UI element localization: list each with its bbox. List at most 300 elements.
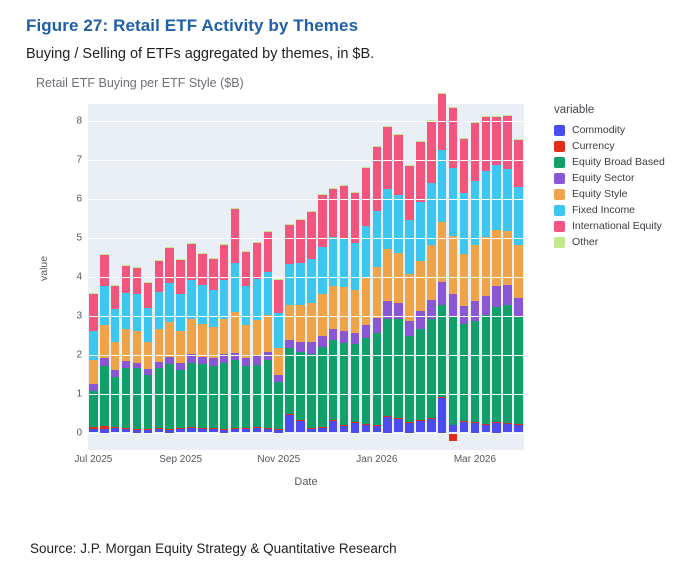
- bar-segment: [89, 384, 98, 391]
- bar-segment: [416, 261, 425, 312]
- y-tick-label: 6: [76, 193, 82, 205]
- x-tick-label: Jul 2025: [74, 454, 113, 465]
- legend-swatch-icon: [554, 157, 565, 168]
- bar-segment: [187, 427, 196, 428]
- bar-segment: [373, 426, 382, 433]
- legend-item-label: Fixed Income: [572, 204, 636, 216]
- bar-segment: [492, 116, 501, 117]
- bar-segment: [329, 329, 338, 341]
- bar-segment: [362, 278, 371, 325]
- bar-segment: [416, 202, 425, 260]
- bar-segment: [373, 267, 382, 318]
- source-note: Source: J.P. Morgan Equity Strategy & Quantitative Research: [30, 541, 397, 556]
- bar-segment: [231, 263, 240, 312]
- bar-segment: [144, 283, 153, 308]
- bar-segment: [351, 423, 360, 433]
- bar-segment: [416, 141, 425, 142]
- chart-container: [18, 96, 673, 496]
- bar-segment: [492, 165, 501, 229]
- bar-segment: [133, 331, 142, 362]
- bar-segment: [438, 282, 447, 305]
- legend-item[interactable]: [554, 156, 691, 168]
- bar-segment: [253, 427, 262, 428]
- gridline: [76, 427, 524, 438]
- bar-segment: [220, 245, 229, 280]
- bar-segment: [274, 382, 283, 429]
- bar-segment: [144, 369, 153, 375]
- bar-segment: [405, 422, 414, 423]
- x-tick-label: Sep 2025: [159, 454, 203, 465]
- bar-segment: [318, 195, 327, 247]
- legend-swatch-icon: [554, 221, 565, 232]
- y-tick-label: 1: [76, 388, 82, 400]
- bar-segment: [329, 286, 338, 329]
- bar-segment: [274, 279, 283, 280]
- bar-segment: [242, 286, 251, 325]
- bar-segment: [133, 363, 142, 369]
- bar-segment: [503, 423, 512, 424]
- bar-segment: [285, 415, 294, 432]
- bar-segment: [318, 336, 327, 347]
- bar-segment: [133, 294, 142, 331]
- bar-segment: [449, 236, 458, 294]
- y-tick-label: 0: [76, 427, 82, 438]
- bar-segment: [405, 274, 414, 321]
- bar-segment: [329, 340, 338, 420]
- legend-items: [554, 124, 691, 248]
- bar-segment: [373, 318, 382, 334]
- bar-segment: [296, 352, 305, 420]
- bar-segment: [482, 117, 491, 171]
- bar-segment: [242, 325, 251, 358]
- bar-segment: [133, 429, 142, 430]
- bar-segment: [340, 238, 349, 287]
- bar-segment: [318, 194, 327, 195]
- legend-item[interactable]: [554, 220, 691, 232]
- bar-segment: [209, 259, 218, 290]
- bar-segment: [242, 366, 251, 428]
- bar-segment: [307, 211, 316, 212]
- bar-segment: [383, 126, 392, 127]
- y-tick-label: 2: [76, 349, 82, 361]
- bar-segment: [264, 428, 273, 429]
- bar-segment: [340, 426, 349, 433]
- y-tick-label: 7: [76, 154, 82, 166]
- bar-segment: [296, 420, 305, 421]
- bar-segment: [503, 424, 512, 433]
- bar-segment: [111, 370, 120, 377]
- bar-segment: [198, 324, 207, 357]
- bar-segment: [242, 428, 251, 429]
- bar-segment: [362, 424, 371, 425]
- bar-segment: [209, 327, 218, 358]
- bar-segment: [438, 397, 447, 398]
- bar-segment: [460, 139, 469, 193]
- bar-segment: [373, 147, 382, 211]
- x-axis-label: Date: [294, 476, 318, 488]
- gridline: [76, 115, 524, 127]
- bar-segment: [471, 423, 480, 433]
- figure-title: Figure 27: Retail ETF Activity by Themes: [26, 16, 359, 35]
- bar-segment: [449, 168, 458, 236]
- bar-segment: [460, 138, 469, 139]
- bar-segment: [405, 321, 414, 337]
- bar-segment: [514, 140, 523, 187]
- gridline: [76, 310, 524, 322]
- bar-segment: [307, 428, 316, 429]
- legend-item[interactable]: [554, 140, 691, 152]
- bar-segment: [264, 315, 273, 352]
- bar-segment: [362, 226, 371, 278]
- bar-segment: [482, 237, 491, 295]
- bar-segment: [471, 301, 480, 320]
- bar-segment: [274, 429, 283, 430]
- legend-swatch-icon: [554, 141, 565, 152]
- bar-segment: [383, 417, 392, 433]
- bar-segment: [144, 429, 153, 430]
- bar-segment: [503, 305, 512, 424]
- legend-item[interactable]: [554, 172, 691, 184]
- bar-segment: [492, 423, 501, 433]
- gridline: [76, 154, 524, 166]
- bar-segment: [285, 224, 294, 225]
- x-tick-label: Nov 2025: [257, 454, 301, 465]
- bar-segment: [111, 377, 120, 428]
- bar-segment: [231, 312, 240, 353]
- bar-segment: [329, 421, 338, 433]
- bar-segment: [111, 286, 120, 309]
- legend-item-label: Other: [572, 236, 599, 248]
- y-axis-label: value: [38, 255, 50, 281]
- bar-segment: [187, 243, 196, 244]
- bar-segment: [285, 340, 294, 349]
- bar-segment: [383, 416, 392, 417]
- bar-segment: [253, 242, 262, 279]
- bar-segment: [89, 293, 98, 294]
- bar-segment: [176, 428, 185, 429]
- bar-segment: [176, 294, 185, 331]
- bar-segment: [100, 254, 109, 255]
- bar-segment: [427, 121, 436, 183]
- legend-swatch-icon: [554, 189, 565, 200]
- bar-segment: [514, 425, 523, 433]
- gridline: [76, 271, 524, 283]
- bar-segment: [296, 342, 305, 352]
- bar-segment: [231, 428, 240, 429]
- legend: [554, 104, 691, 252]
- bar-segment: [460, 193, 469, 253]
- bar-segment: [449, 107, 458, 108]
- bar-segment: [373, 333, 382, 424]
- legend-item-label: Currency: [572, 140, 615, 152]
- bar-segment: [89, 294, 98, 331]
- bar-segment: [242, 251, 251, 252]
- bar-segment: [482, 424, 491, 425]
- bar-segment: [318, 347, 327, 427]
- bar-segment: [514, 245, 523, 297]
- bar-segment: [427, 245, 436, 299]
- bar-segment: [133, 267, 142, 268]
- bar-segment: [394, 134, 403, 194]
- legend-item[interactable]: [554, 236, 691, 248]
- bar-segment: [285, 348, 294, 414]
- bar-segment: [329, 188, 338, 189]
- bar-segment: [165, 357, 174, 365]
- bar-segment: [362, 325, 371, 339]
- bar-segment: [100, 366, 109, 426]
- bar-segment: [198, 285, 207, 324]
- bar-segment: [503, 115, 512, 116]
- bar-segment: [296, 421, 305, 433]
- bar-segment: [482, 315, 491, 424]
- bar-segment: [492, 286, 501, 307]
- bar-segment: [329, 189, 338, 238]
- bar-segment: [460, 421, 469, 422]
- bar-segment: [264, 352, 273, 360]
- plot-area: [76, 104, 524, 450]
- chart-title: Retail ETF Buying per ETF Style ($B): [36, 76, 244, 90]
- bar-segment: [503, 285, 512, 304]
- bar-segment: [405, 336, 414, 422]
- bar-segment: [296, 220, 305, 263]
- bar-segment: [405, 423, 414, 433]
- bar-segment: [340, 186, 349, 238]
- bar-segment: [122, 368, 131, 428]
- bar-segment: [405, 165, 414, 166]
- bar-segment: [383, 127, 392, 189]
- bar-segment: [176, 259, 185, 260]
- bar-segment: [307, 354, 316, 428]
- bar-segment: [460, 254, 469, 306]
- bar-segment: [274, 375, 283, 382]
- figure-subtitle: Buying / Selling of ETFs aggregated by themes, in $B.: [26, 46, 375, 62]
- gridline: [76, 193, 524, 205]
- legend-swatch-icon: [554, 173, 565, 184]
- bar-segment: [242, 358, 251, 366]
- bar-segment: [155, 362, 164, 368]
- bar-segment: [209, 290, 218, 327]
- bar-segment: [296, 305, 305, 342]
- legend-item[interactable]: [554, 188, 691, 200]
- bar-segment: [471, 123, 480, 181]
- bar-segment: [471, 321, 480, 422]
- bar-segment: [155, 428, 164, 429]
- x-tick-label: Mar 2026: [453, 454, 497, 465]
- bar-segment: [253, 365, 262, 427]
- bar-segment: [144, 282, 153, 283]
- bar-segment: [253, 355, 262, 365]
- bar-segment: [394, 253, 403, 304]
- bar-segment: [209, 258, 218, 259]
- bar-segment: [394, 419, 403, 433]
- bar-segment: [351, 422, 360, 423]
- bar-segment: [155, 260, 164, 261]
- bar-segment: [89, 331, 98, 360]
- bar-segment: [100, 325, 109, 358]
- bar-segment: [111, 427, 120, 428]
- bar-segment: [405, 220, 414, 274]
- bar-segment: [220, 244, 229, 245]
- plot-outer: [38, 96, 536, 496]
- bar-segment: [133, 267, 142, 294]
- bar-segment: [285, 264, 294, 305]
- legend-item[interactable]: [554, 204, 691, 216]
- legend-swatch-icon: [554, 125, 565, 136]
- bar-segment: [231, 208, 240, 209]
- bar-segment: [100, 255, 109, 286]
- bar-segment: [187, 280, 196, 319]
- bar-segment: [111, 285, 120, 286]
- bar-segment: [482, 296, 491, 315]
- bar-segment: [187, 363, 196, 427]
- bar-segment: [176, 370, 185, 428]
- bar-segment: [307, 212, 316, 259]
- bar-segment: [427, 418, 436, 419]
- y-tick-label: 3: [76, 310, 82, 322]
- bar-segment: [253, 320, 262, 355]
- bar-segment: [155, 368, 164, 428]
- bar-segment: [438, 398, 447, 433]
- bar-segment: [340, 287, 349, 332]
- bar-segment: [122, 293, 131, 330]
- bar-segment: [383, 249, 392, 301]
- gridline: [76, 388, 524, 400]
- bar-segment: [144, 375, 153, 429]
- bar-segment: [394, 418, 403, 419]
- bar-segment: [198, 357, 207, 364]
- legend-swatch-icon: [554, 237, 565, 248]
- legend-item-label: Equity Sector: [572, 172, 635, 184]
- bar-segment: [122, 361, 131, 368]
- bar-segment: [111, 309, 120, 342]
- bar-segment: [514, 187, 523, 245]
- bar-segment: [89, 427, 98, 428]
- bar-segment: [307, 303, 316, 342]
- bar-segment: [482, 425, 491, 433]
- bar-segment: [144, 308, 153, 341]
- bar-segment: [100, 358, 109, 366]
- gridline: [76, 232, 524, 244]
- bar-segment: [416, 142, 425, 202]
- legend-title: variable: [554, 104, 595, 116]
- bar-segment: [351, 192, 360, 193]
- bar-segment: [253, 279, 262, 320]
- bar-segment: [209, 366, 218, 428]
- bar-segment: [514, 317, 523, 424]
- bar-segment: [122, 428, 131, 429]
- bar-segment: [155, 292, 164, 329]
- bar-segment: [220, 280, 229, 319]
- bar-segment: [394, 134, 403, 135]
- bar-segment: [482, 116, 491, 117]
- bar-segment: [100, 286, 109, 325]
- bar-segment: [449, 108, 458, 168]
- bar-segment: [340, 331, 349, 343]
- bar-segment: [165, 247, 174, 248]
- bar-segment: [89, 360, 98, 383]
- bar-segment: [394, 195, 403, 253]
- bar-segment: [198, 364, 207, 428]
- bar-segment: [460, 324, 469, 421]
- bar-segment: [449, 425, 458, 433]
- bar-segment: [514, 424, 523, 425]
- bar-segment: [362, 425, 371, 433]
- bar-segment: [416, 420, 425, 421]
- bar-segment: [514, 298, 523, 317]
- bar-segment: [383, 319, 392, 416]
- bar-segment: [362, 167, 371, 168]
- bar-segment: [427, 319, 436, 418]
- bar-segment: [165, 364, 174, 428]
- bar-segment: [460, 422, 469, 433]
- bar-segment: [329, 237, 338, 286]
- bar-segment: [471, 245, 480, 301]
- legend-swatch-icon: [554, 205, 565, 216]
- bar-segment: [231, 209, 240, 263]
- bar-segment: [351, 243, 360, 290]
- bar-segment: [471, 422, 480, 423]
- bar-segment: [198, 254, 207, 285]
- bar-segment: [89, 391, 98, 428]
- bar-segment: [492, 422, 501, 423]
- bar-segment: [285, 414, 294, 415]
- bar-segment: [514, 139, 523, 140]
- y-tick-label: 8: [76, 115, 82, 127]
- y-tick-label: 4: [76, 271, 82, 283]
- bar-segment: [340, 185, 349, 186]
- bar-segment: [362, 338, 371, 424]
- bar-segment: [274, 280, 283, 313]
- bar-segment: [416, 421, 425, 433]
- bar-segment: [427, 183, 436, 245]
- bar-segment: [318, 427, 327, 428]
- bar-segment: [187, 319, 196, 354]
- bar-segment: [242, 251, 251, 286]
- bar-segment: [176, 331, 185, 362]
- bar-segment: [165, 322, 174, 357]
- legend-item-label: Commodity: [572, 124, 626, 136]
- legend-item-label: International Equity: [572, 220, 662, 232]
- bar-segment: [383, 189, 392, 249]
- legend-item[interactable]: [554, 124, 691, 136]
- bar-segment: [285, 225, 294, 264]
- legend-item-label: Equity Style: [572, 188, 628, 200]
- bar-segment: [155, 329, 164, 362]
- bar-segment: [253, 242, 262, 243]
- gridline: [76, 349, 524, 361]
- bar-segment: [264, 231, 273, 232]
- legend-item-label: Equity Broad Based: [572, 156, 665, 168]
- bar-segment: [405, 165, 414, 219]
- bar-segment: [362, 167, 371, 225]
- bar-segment: [176, 363, 185, 370]
- bar-segment: [165, 429, 174, 430]
- bar-segment: [100, 426, 109, 429]
- bar-segment: [482, 171, 491, 237]
- bar-segment: [438, 222, 447, 282]
- bar-segment: [296, 219, 305, 220]
- bar-segment: [373, 146, 382, 147]
- bar-segment: [122, 265, 131, 266]
- bar-segment: [264, 272, 273, 315]
- bar-segment: [198, 253, 207, 254]
- bar-segment: [307, 259, 316, 304]
- bar-segment: [111, 342, 120, 369]
- bar-segment: [187, 244, 196, 281]
- bar-segment: [274, 313, 283, 348]
- bar-segment: [449, 294, 458, 315]
- y-tick-label: 5: [76, 232, 82, 244]
